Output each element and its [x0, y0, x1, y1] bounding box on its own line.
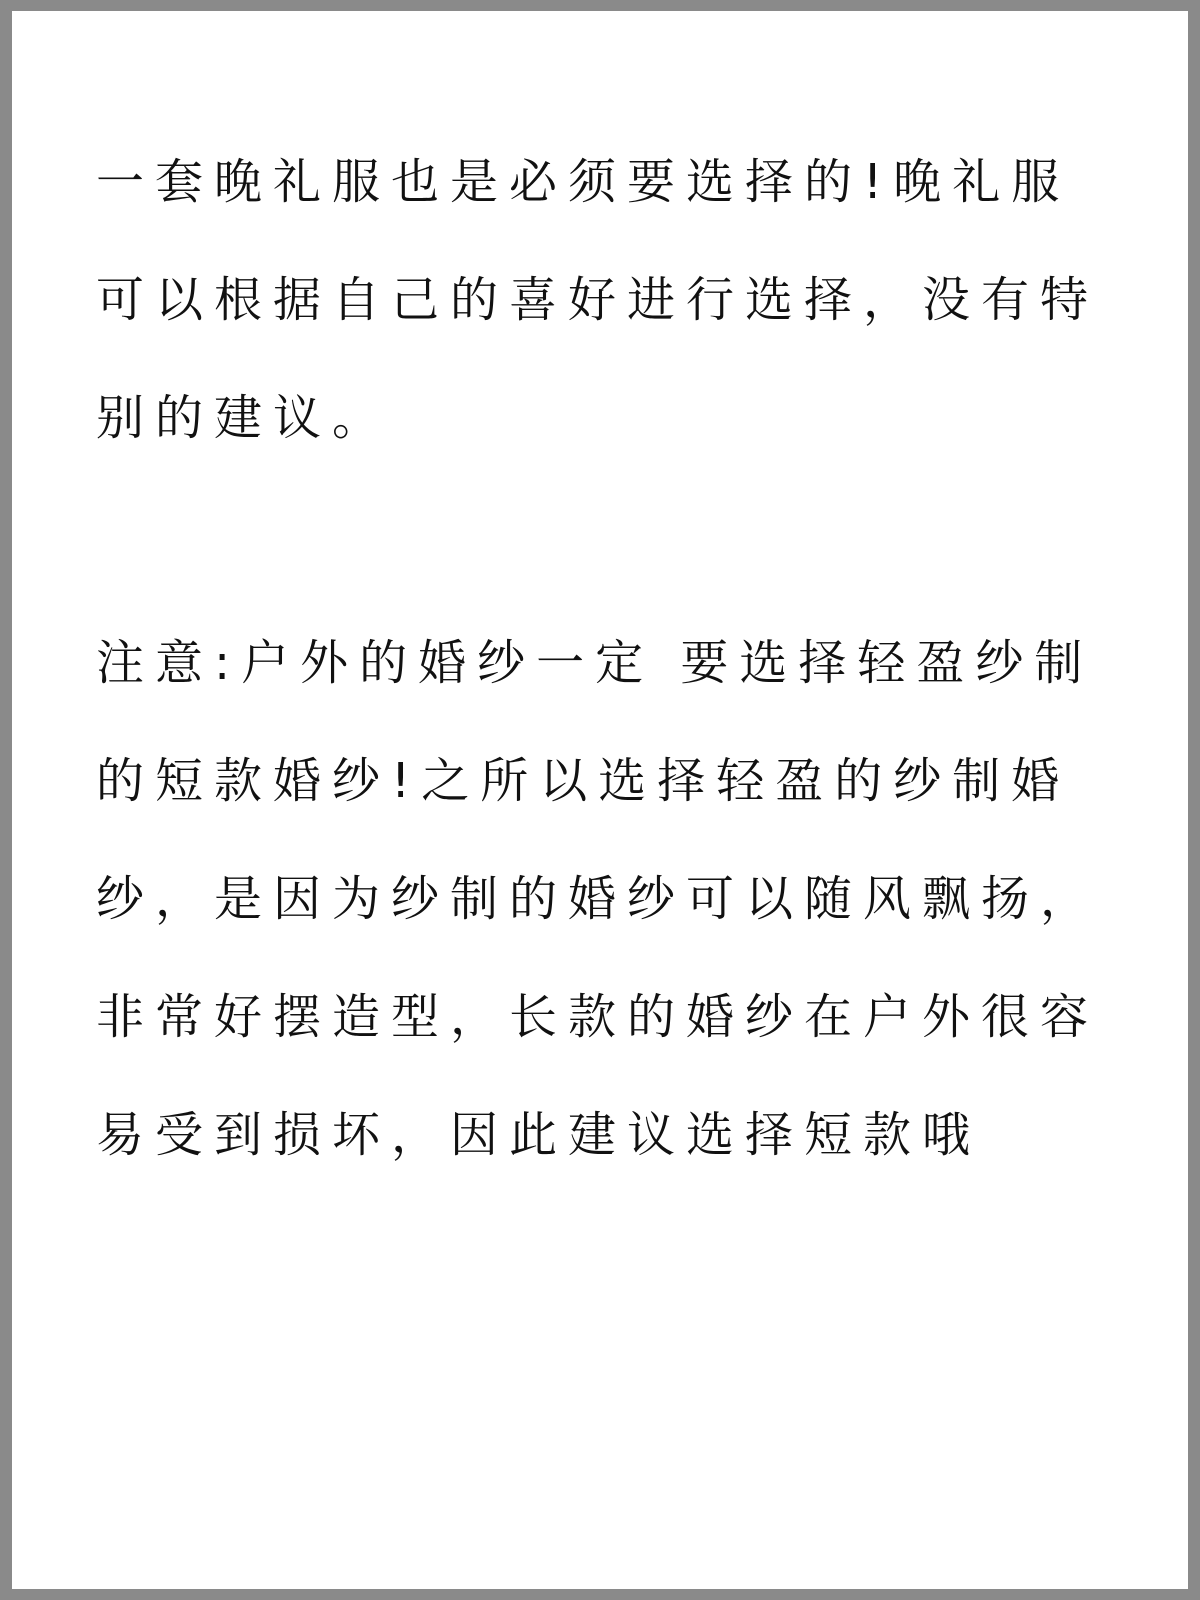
text-line: 可以根据自己的喜好进行选择，没有特 — [96, 272, 1100, 328]
paragraph-evening-dress — [96, 123, 1106, 477]
text-line: 别的建议。 — [96, 390, 392, 446]
document-page — [12, 11, 1188, 1589]
text-line: 易受到损坏，因此建议选择短款哦 — [96, 1107, 982, 1163]
paragraph-outdoor-gown-note — [96, 604, 1106, 1194]
text-line: 纱，是因为纱制的婚纱可以随风飘扬， — [96, 871, 1100, 927]
text-line: 一套晚礼服也是必须要选择的!晚礼服 — [96, 154, 1071, 210]
text-line: 的短款婚纱!之所以选择轻盈的纱制婚 — [96, 753, 1071, 809]
text-line: 非常好摆造型，长款的婚纱在户外很容 — [96, 989, 1100, 1045]
text-line: 注意:户外的婚纱一定 要选择轻盈纱制 — [96, 635, 1094, 691]
